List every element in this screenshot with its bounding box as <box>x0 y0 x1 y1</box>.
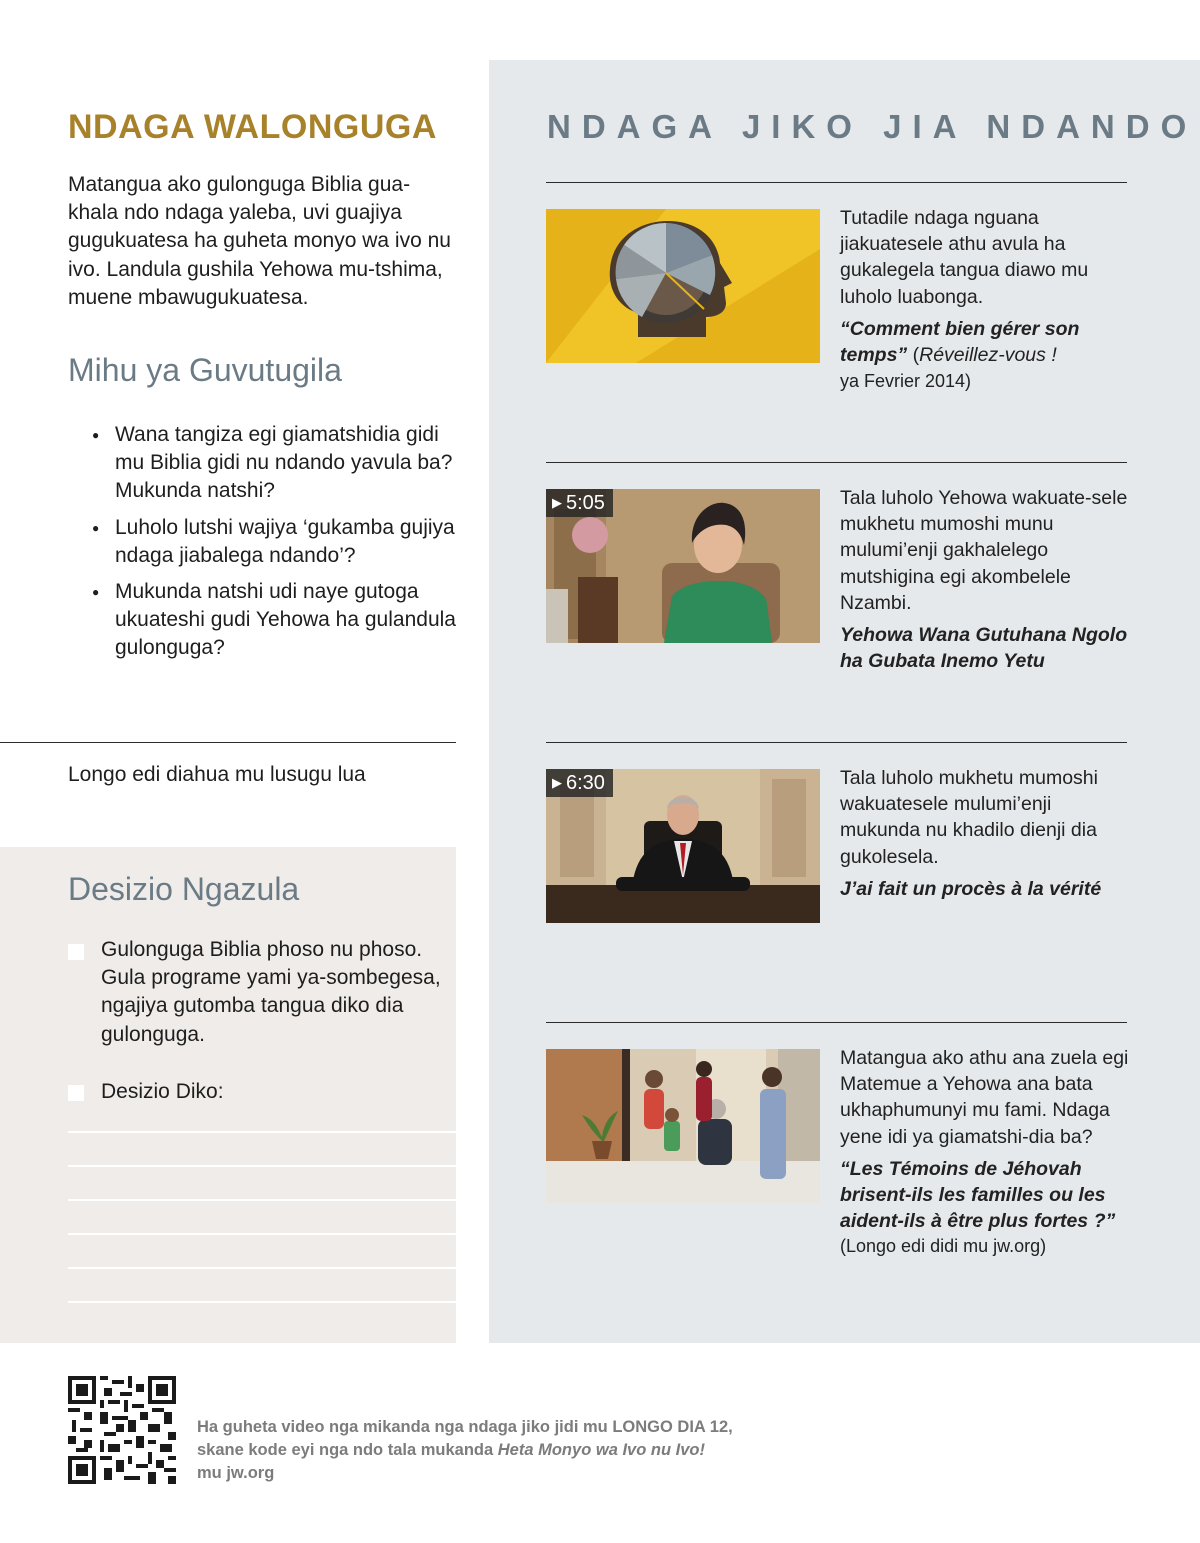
footer-line: Ha guheta video nga mikanda nga ndaga jiko jidi mu LONGO DIA 12, <box>197 1418 733 1436</box>
checkbox[interactable] <box>68 944 84 960</box>
question-item: ● Wana tangiza egi giamatshidia gidi mu Biblia gidi nu ndando yavula ba? Mukunda natshi? <box>88 421 468 506</box>
video-duration <box>546 769 613 797</box>
ref-paren: ( <box>907 344 920 367</box>
article-title[interactable]: “Les Témoins de Jéhovah brisent-ils les familles ou les aident-ils à être plus fortes ?” <box>840 1157 1116 1233</box>
source-text: Longo edi diahua mu lusugu lua <box>68 763 366 786</box>
footer-link[interactable]: mu jw.org <box>197 1464 275 1482</box>
question-item: ● Mukunda natshi udi naye gutoga ukuateshi gudi Yehowa ha gulandula gulonguga? <box>88 578 468 663</box>
time-management-image[interactable] <box>546 209 820 363</box>
decision-item: Desizio Diko: <box>101 1080 224 1103</box>
question-item: ● Luholo lutshi wajiya ‘gukamba gujiya ndaga jiabalega ndando’? <box>88 514 468 570</box>
write-line[interactable] <box>68 1199 456 1201</box>
item-text: Tala luholo mukhetu mumoshi wakuatesele mulumi’enji mukunda nu khadilo dienji dia gukolesela. <box>840 767 1098 868</box>
brochure-title: Heta Monyo wa Ivo nu Ivo! <box>497 1441 705 1459</box>
article-link[interactable] <box>840 316 1130 395</box>
video-thumbnail-man[interactable] <box>546 769 820 923</box>
divider <box>546 462 1127 463</box>
further-reading-panel <box>489 60 1200 1343</box>
article-description <box>840 205 1130 394</box>
article-description <box>840 1045 1130 1258</box>
item-text: Matangua ako athu ana zuela egi Matemue a Yehowa ana bata ukhaphumunyi mu fami. Ndaga yene idi ya giamatshi-dia ba? <box>840 1047 1129 1148</box>
item-text: Tutadile ndaga nguana jiakuatesele athu avula ha gukalegela tangua diawo mu luholo luabonga. <box>840 207 1089 308</box>
write-line[interactable] <box>68 1301 456 1303</box>
family-image[interactable] <box>546 1049 820 1203</box>
decision-item: Gulonguga Biblia phoso nu phoso. Gula programe yami ya-sombegesa, ngajiya gutomba tangua diko dia gulonguga. <box>101 938 441 1046</box>
play-icon: ▶ <box>552 775 562 790</box>
video-thumbnail-woman[interactable] <box>546 489 820 643</box>
divider <box>546 1022 1127 1023</box>
qr-code-icon[interactable] <box>68 1376 176 1484</box>
video-description <box>840 765 1130 902</box>
divider <box>546 742 1127 743</box>
publication-name: Réveillez-vous ! <box>919 344 1057 367</box>
video-title[interactable]: J’ai fait un procès à la vérité <box>840 877 1102 900</box>
divider <box>0 742 456 743</box>
video-duration <box>546 489 613 517</box>
decision-box <box>0 847 456 1343</box>
write-line[interactable] <box>68 1131 456 1133</box>
duration-text: 6:30 <box>566 772 605 794</box>
publication-date: ya Fevrier 2014) <box>840 371 972 392</box>
duration-text: 5:05 <box>566 492 605 514</box>
footer-prefix: skane kode eyi nga ndo tala mukanda <box>197 1441 498 1459</box>
footer-line <box>197 1439 817 1462</box>
checkbox[interactable] <box>68 1085 84 1101</box>
decision-heading: Desizio Ngazula <box>68 871 300 907</box>
article-note: (Longo edi didi mu jw.org) <box>840 1236 1047 1257</box>
article-title[interactable]: “Comment bien gérer son temps” <box>840 317 1080 367</box>
write-line[interactable] <box>68 1267 456 1269</box>
write-line[interactable] <box>68 1165 456 1167</box>
item-text: Tala luholo Yehowa wakuate-sele mukhetu mumoshi munu mulumi’enji gakhalelego mutshigina egi akombelele Nzambi. <box>840 487 1128 614</box>
divider <box>546 182 1127 183</box>
questions-heading: Mihu ya Guvutugila <box>68 352 342 388</box>
video-title[interactable]: Yehowa Wana Gutuhana Ngolo ha Gubata Inemo Yetu <box>840 624 1128 673</box>
footer-text <box>197 1416 817 1485</box>
video-description <box>840 485 1130 674</box>
write-line[interactable] <box>68 1233 456 1235</box>
main-title: NDAGA WALONGUGA <box>68 108 437 146</box>
intro-paragraph: Matangua ako gulonguga Biblia gua-khala ndo ndaga yaleba, uvi guajiya gugukuatesa ha guheta monyo wa ivo nu ivo. Landula gushila Yehowa mu-tshima, muene mbawugukuatesa. <box>68 173 451 309</box>
panel-title: NDAGA JIKO JIA NDANDO <box>547 108 1198 145</box>
question-list <box>88 421 468 671</box>
play-icon: ▶ <box>552 495 562 510</box>
